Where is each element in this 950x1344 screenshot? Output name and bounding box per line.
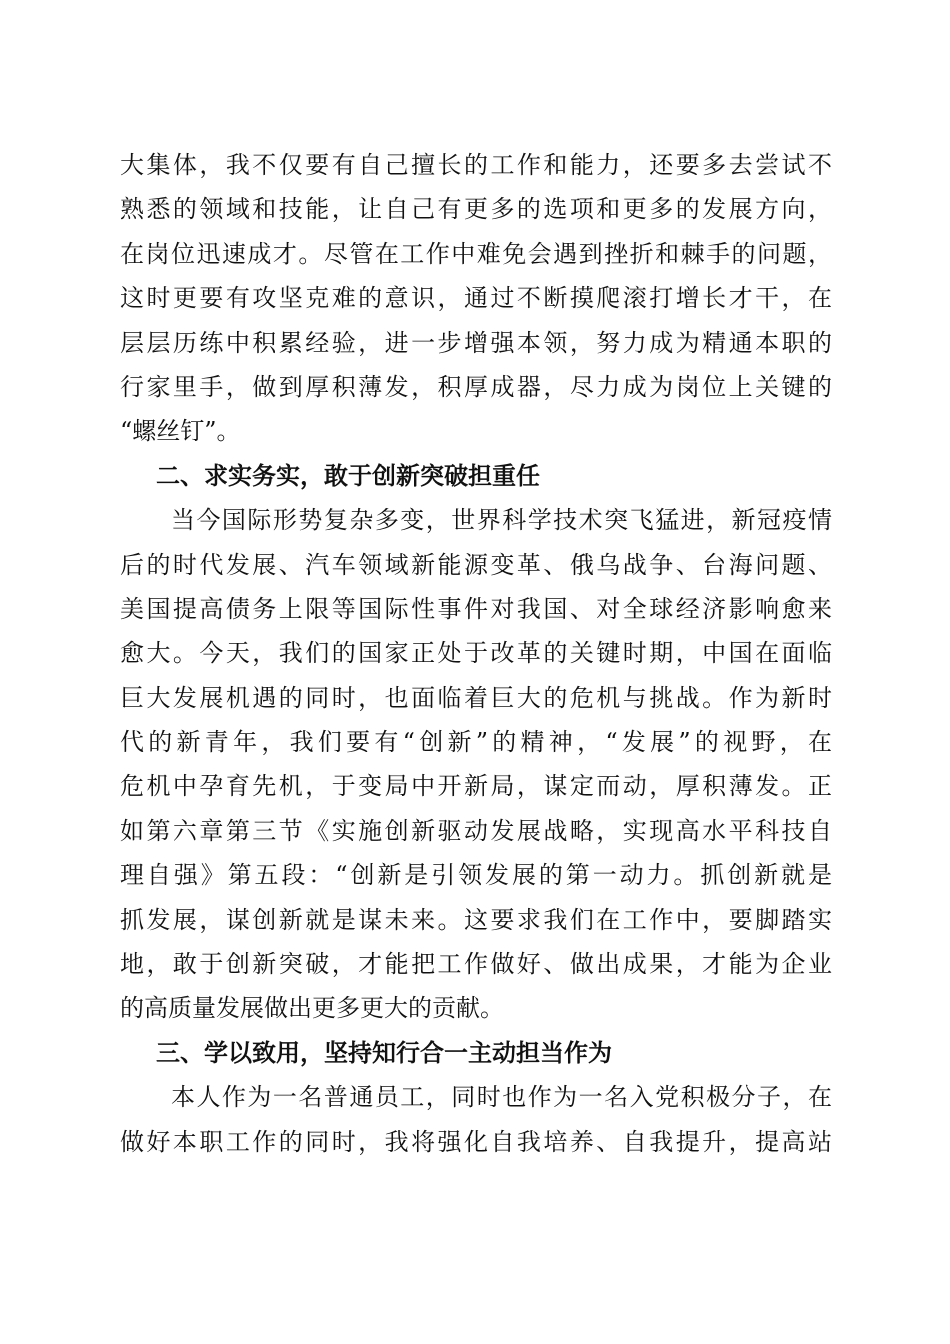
text-line: “螺丝钉”。: [120, 417, 241, 446]
text-line: 做好本职工作的同时，我将强化自我培养、自我提升，提高站: [120, 1127, 832, 1156]
text-line: 抓发展，谋创新就是谋未来。这要求我们在工作中，要脚踏实: [120, 905, 832, 934]
text-line: 如第六章第三节《实施创新驱动发展战略，实现高水平科技自: [120, 816, 832, 845]
text-line: 美国提高债务上限等国际性事件对我国、对全球经济影响愈来: [120, 594, 832, 623]
text-line: 大集体，我不仅要有自己擅长的工作和能力，还要多去尝试不: [120, 151, 832, 179]
text-line: 在岗位迅速成才。尽管在工作中难免会遇到挫折和棘手的问题，: [120, 239, 832, 268]
paragraph-1: [120, 143, 832, 454]
text-line: 巨大发展机遇的同时，也面临着巨大的危机与挑战。作为新时: [120, 683, 832, 712]
paragraph-2: [120, 498, 832, 1031]
text-line: 层层历练中积累经验，进一步增强本领，努力成为精通本职的: [120, 328, 832, 357]
text-line: 这时更要有攻坚克难的意识，通过不断摸爬滚打增长才干，在: [120, 284, 832, 313]
text-line: 熟悉的领域和技能，让自己有更多的选项和更多的发展方向，: [120, 195, 832, 224]
document-body: [120, 143, 832, 1164]
paragraph-3: [120, 1075, 832, 1164]
text-line: 行家里手，做到厚积薄发，积厚成器，尽力成为岗位上关键的: [120, 372, 832, 401]
text-line: 愈大。今天，我们的国家正处于改革的关键时期，中国在面临: [120, 639, 832, 668]
text-line: 的高质量发展做出更多更大的贡献。: [120, 994, 504, 1023]
text-line: 代的新青年，我们要有“创新”的精神，“发展”的视野，在: [120, 728, 832, 757]
text-line: 地，敢于创新突破，才能把工作做好、做出成果，才能为企业: [120, 950, 832, 979]
text-line: 后的时代发展、汽车领域新能源变革、俄乌战争、台海问题、: [120, 550, 832, 579]
section-heading-2: 二、求实务实，敢于创新突破担重任: [156, 461, 540, 490]
text-line: 理自强》第五段：“创新是引领发展的第一动力。抓创新就是: [120, 861, 832, 890]
text-line: 危机中孕育先机，于变局中开新局，谋定而动，厚积薄发。正: [120, 772, 832, 801]
text-line: 本人作为一名普通员工，同时也作为一名入党积极分子，在: [120, 1083, 832, 1112]
section-heading-3: 三、学以致用，坚持知行合一主动担当作为: [156, 1038, 612, 1067]
text-line: 当今国际形势复杂多变，世界科学技术突飞猛进，新冠疫情: [120, 506, 832, 535]
